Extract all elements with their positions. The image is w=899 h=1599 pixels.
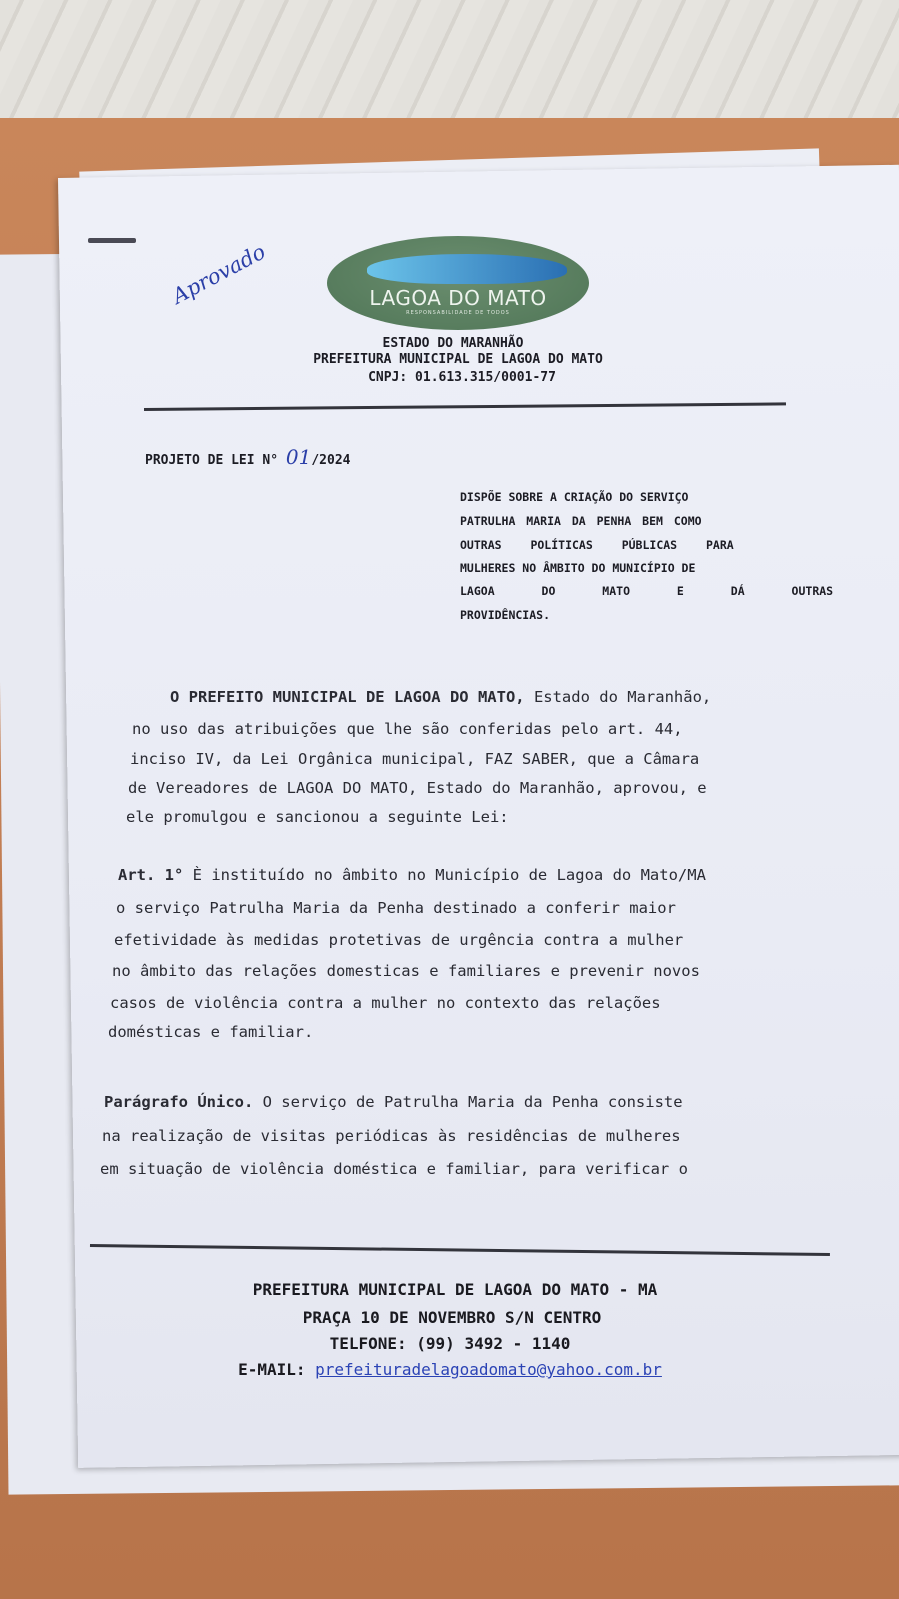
bill-suffix: /2024: [311, 453, 351, 468]
article1-line-5: casos de violência contra a mulher no contexto das relações: [110, 994, 661, 1012]
footer-email-line: [150, 1360, 750, 1379]
logo-name: LAGOA DO MATO: [369, 286, 547, 310]
summary-line-2: PATRULHA MARIA DA PENHA BEM COMO: [460, 514, 702, 528]
footer-email-link[interactable]: prefeituradelagoadomato@yahoo.com.br: [315, 1360, 662, 1379]
article1-label: Art. 1°: [118, 866, 184, 884]
paragraph-label: Parágrafo Único.: [104, 1093, 254, 1111]
paragraph-line-2: na realização de visitas periódicas às residências de mulheres: [102, 1127, 681, 1145]
preamble-line-5: ele promulgou e sancionou a seguinte Lei:: [126, 808, 509, 826]
article1-line-4: no âmbito das relações domesticas e familiares e prevenir novos: [112, 962, 700, 980]
footer-phone: TELFONE: (99) 3492 - 1140: [329, 1334, 571, 1353]
bill-number: 01: [285, 445, 312, 469]
footer-address: PRAÇA 10 DE NOVEMBRO S/N CENTRO: [302, 1308, 602, 1327]
preamble-line-3: inciso IV, da Lei Orgânica municipal, FAZ SABER, que a Câmara: [130, 750, 700, 768]
municipality-logo: [327, 236, 589, 330]
preamble-line-1-text: Estado do Maranhão,: [524, 688, 712, 706]
summary-line-4: MULHERES NO ÂMBITO DO MUNICÍPIO DE: [460, 561, 696, 575]
preamble-line-2: no uso das atribuições que lhe são conferidas pelo art. 44,: [132, 720, 683, 738]
header-state: ESTADO DO MARANHÃO: [382, 336, 524, 351]
bill-prefix: PROJETO DE LEI N°: [145, 453, 279, 468]
paragraph-line-1-text: O serviço de Patrulha Maria da Penha consiste: [253, 1093, 683, 1111]
bill-title: [145, 445, 350, 469]
staple-mark: [88, 238, 136, 243]
article1-line-6: domésticas e familiar.: [108, 1023, 314, 1041]
logo-tagline: RESPONSABILIDADE DE TODOS: [406, 310, 510, 316]
summary-line-3: OUTRAS POLÍTICAS PÚBLICAS PARA: [460, 538, 734, 552]
logo-lake-shape: [367, 254, 567, 284]
summary-line-6: PROVIDÊNCIAS.: [460, 608, 551, 622]
summary-line-5: LAGOA DO MATO E DÁ OUTRAS: [460, 584, 834, 598]
preamble-line-1: [170, 688, 711, 706]
article1-line-1-text: È instituído no âmbito no Município de Lagoa do Mato/MA: [183, 866, 706, 884]
footer-city-hall: PREFEITURA MUNICIPAL DE LAGOA DO MATO - MA: [252, 1280, 658, 1299]
approved-annotation: Aprovado: [168, 239, 270, 309]
preamble-lead: O PREFEITO MUNICIPAL DE LAGOA DO MATO,: [170, 688, 525, 706]
paragraph-line-1: [104, 1093, 683, 1111]
article1-line-3: efetividade às medidas protetivas de urgência contra a mulher: [114, 931, 684, 949]
paragraph-line-3: em situação de violência doméstica e familiar, para verificar o: [100, 1160, 688, 1178]
article1-line-2: o serviço Patrulha Maria da Penha destinado a conferir maior: [116, 899, 676, 917]
footer-email-label: E-MAIL:: [238, 1360, 306, 1379]
summary-line-1: DISPÕE SOBRE A CRIAÇÃO DO SERVIÇO: [460, 490, 689, 504]
header-cnpj: CNPJ: 01.613.315/0001-77: [368, 370, 556, 385]
preamble-line-4: de Vereadores de LAGOA DO MATO, Estado do Maranhão, aprovou, e: [128, 779, 707, 797]
article1-line-1: [118, 866, 706, 884]
header-city-hall: PREFEITURA MUNICIPAL DE LAGOA DO MATO: [313, 352, 603, 367]
